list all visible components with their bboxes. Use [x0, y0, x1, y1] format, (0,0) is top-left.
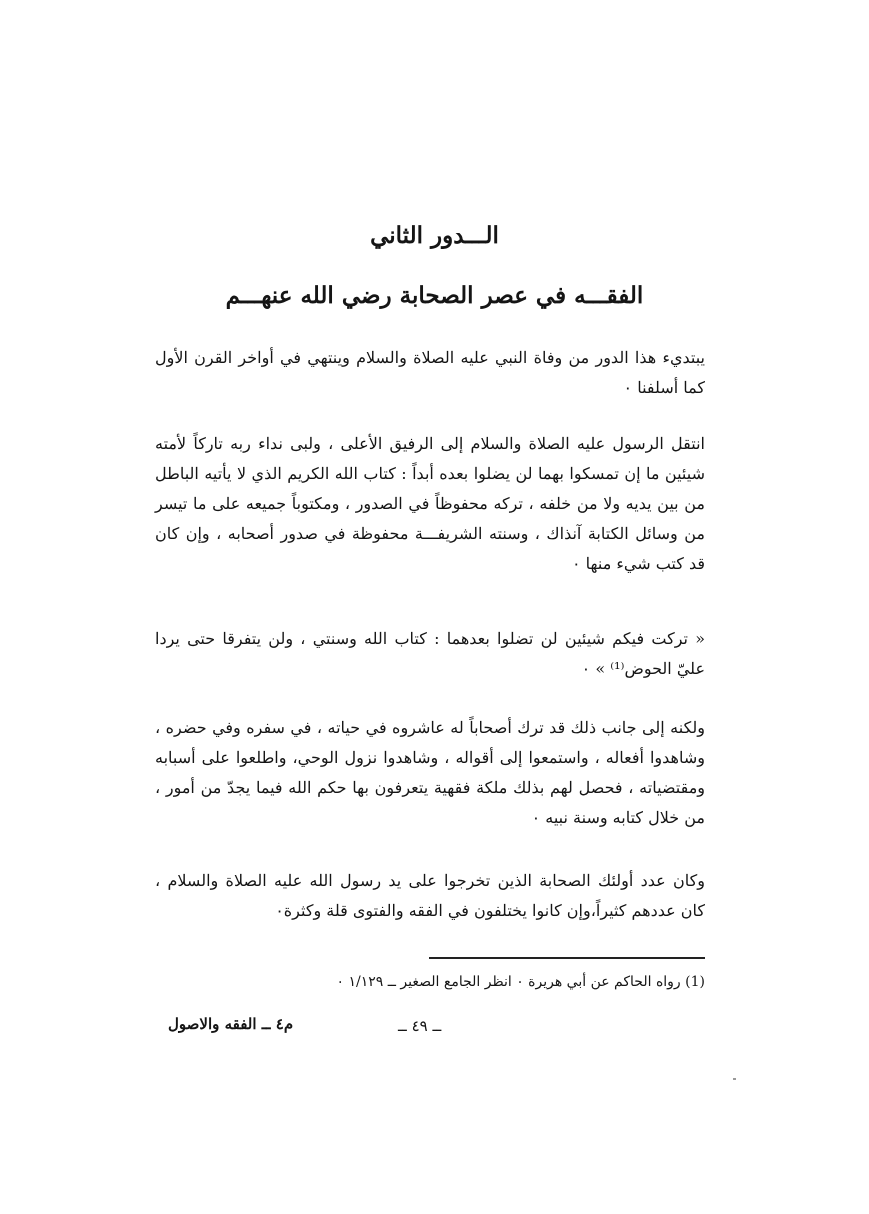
scan-speck [733, 1078, 736, 1080]
chapter-subheading: الفقـــه في عصر الصحابة رضي الله عنهـــم [225, 282, 644, 309]
page-number: ــ ٤٩ ــ [398, 1017, 442, 1035]
chapter-heading: الـــدور الثاني [370, 222, 499, 249]
paragraph-intro: يبتديء هذا الدور من وفاة النبي عليه الصلاة والسلام وينتهي في أواخر القرن الأول كما أسلفنا ٠ [155, 348, 705, 397]
paragraph-companions-count: وكان عدد أولئك الصحابة الذين تخرجوا على يد رسول الله عليه الصلاة والسلام ، كان عددهم كثيراً،وإن كانوا يختلفون في الفقه والفتوى قلة وكثرة٠ [155, 871, 705, 920]
printer-signature: م٤ ــ الفقه والاصول [168, 1015, 294, 1033]
footnote-divider [429, 957, 705, 959]
paragraph-hadith-quote: « تركت فيكم شيئين لن تضلوا بعدهما : كتاب الله وسنتي ، ولن يتفرقا حتى يردا عليّ الحوض⁽¹⁾ » ٠ [155, 629, 705, 678]
footnote: (1) رواه الحاكم عن أبي هريرة ٠ انظر الجامع الصغير ــ ١/١٢٩ ٠ [336, 974, 705, 990]
paragraph-prophet-legacy: انتقل الرسول عليه الصلاة والسلام إلى الرفيق الأعلى ، ولبى نداء ربه تاركاً لأمته شيئين ما إن تمسكوا بهما لن يضلوا بعده أبداً : كتاب الله الكريم الذي لا يأتيه الباطل من بين يديه ولا من خلفه ، تركه محفوظاً في الصدور ، ومكتوباً جميعه على ما تيسر من وسائل الكتابة آنذاك ، وسنته الشريفـــة محفوظة في صدور أصحابه ، وإن كان قد كتب شيء منها ٠ [155, 434, 705, 573]
paragraph-companions: ولكنه إلى جانب ذلك قد ترك أصحاباً له عاشروه في حياته ، في سفره وفي حضره ، وشاهدوا أفعاله ، واستمعوا إلى أقواله ، وشاهدوا نزول الوحي، واطلعوا على أسبابه ومقتضياته ، فحصل لهم بذلك ملكة فقهية يتعرفون بها حكم الله فيما يجدّ من أمور ، من خلال كتابه وسنة نبيه ٠ [155, 718, 705, 827]
